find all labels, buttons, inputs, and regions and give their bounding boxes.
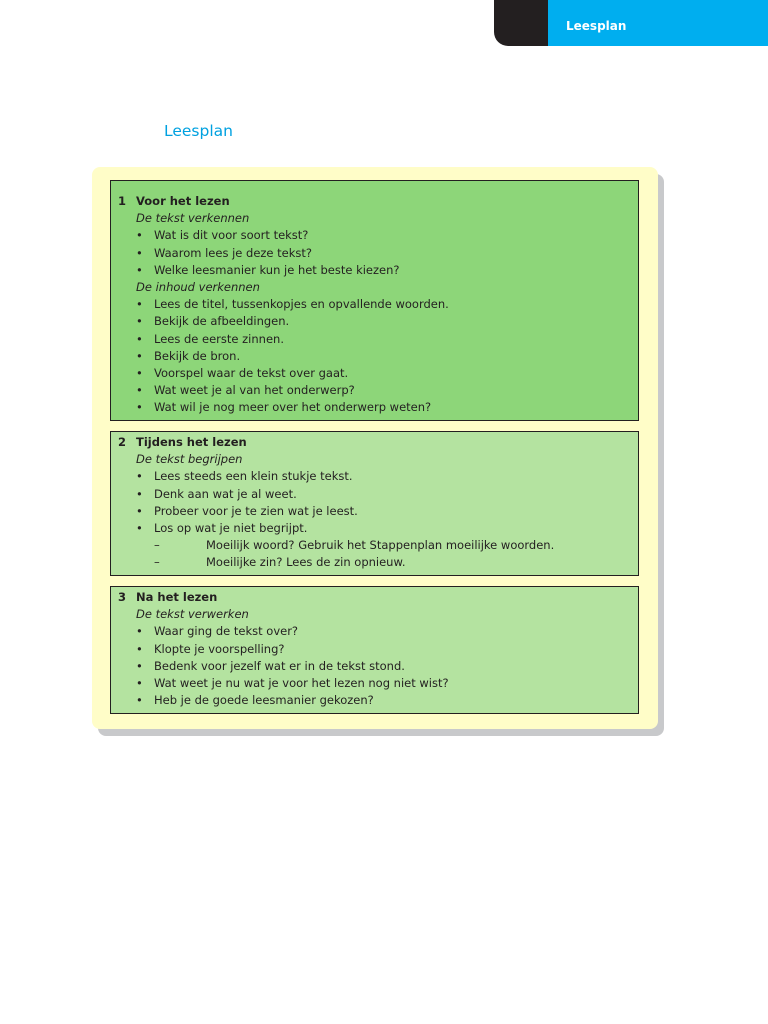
list-item-text: Bekijk de afbeeldingen. bbox=[154, 314, 290, 329]
bullet-icon: • bbox=[136, 348, 143, 363]
bullet-icon: • bbox=[136, 297, 143, 312]
sub-list-item-text: Moeilijke zin? Lees de zin opnieuw. bbox=[206, 555, 406, 570]
list-item bbox=[111, 227, 638, 244]
list-item bbox=[111, 262, 638, 279]
bullet-icon: • bbox=[136, 314, 143, 329]
section-subheading: De tekst verwerken bbox=[136, 607, 249, 622]
section-heading-row bbox=[111, 434, 638, 451]
list-item bbox=[111, 658, 638, 675]
list-item-text: Welke leesmanier kun je het beste kiezen? bbox=[154, 262, 400, 277]
bullet-icon: • bbox=[136, 228, 143, 243]
header-section-tab bbox=[548, 0, 768, 46]
list-item bbox=[111, 692, 638, 709]
section-heading: Tijdens het lezen bbox=[136, 435, 247, 449]
dash-icon: – bbox=[154, 555, 160, 570]
section-after-reading bbox=[110, 586, 639, 714]
list-item bbox=[111, 331, 638, 348]
list-item bbox=[111, 623, 638, 640]
list-item bbox=[111, 468, 638, 485]
list-item bbox=[111, 382, 638, 399]
list-item-text: Heb je de goede leesmanier gekozen? bbox=[154, 693, 374, 708]
list-item bbox=[111, 520, 638, 537]
bullet-icon: • bbox=[136, 486, 143, 501]
section-subheading: De inhoud verkennen bbox=[136, 280, 260, 294]
section-number: 2 bbox=[118, 435, 127, 449]
list-item-text: Los op wat je niet begrijpt. bbox=[154, 521, 308, 535]
section-subheading: De tekst begrijpen bbox=[136, 452, 243, 467]
list-item-text: Lees de titel, tussenkopjes en opvallende woorden. bbox=[154, 297, 449, 312]
list-item-text: Denk aan wat je al weet. bbox=[154, 486, 297, 501]
list-item-text: Wat wil je nog meer over het onderwerp weten? bbox=[154, 400, 432, 415]
list-item-text: Bedenk voor jezelf wat er in de tekst stond. bbox=[154, 658, 405, 673]
header-section-label: Leesplan bbox=[566, 19, 627, 33]
dash-icon: – bbox=[154, 538, 160, 553]
bullet-icon: • bbox=[136, 624, 143, 639]
bullet-icon: • bbox=[136, 676, 143, 690]
bullet-icon: • bbox=[136, 400, 143, 415]
page-title: Leesplan bbox=[164, 122, 233, 140]
list-item-text: Bekijk de bron. bbox=[154, 348, 241, 363]
list-item bbox=[111, 486, 638, 503]
sub-list-item-text: Moeilijk woord? Gebruik het Stappenplan moeilijke woorden. bbox=[206, 538, 555, 553]
header-dark-tab bbox=[494, 0, 550, 46]
section-number: 3 bbox=[118, 590, 127, 604]
list-item bbox=[111, 313, 638, 330]
bullet-icon: • bbox=[136, 262, 143, 277]
list-item-text: Lees de eerste zinnen. bbox=[154, 331, 284, 346]
list-item bbox=[111, 365, 638, 382]
section-before-reading bbox=[110, 180, 639, 421]
section-heading-row bbox=[111, 589, 638, 606]
bullet-icon: • bbox=[136, 366, 143, 380]
bullet-icon: • bbox=[136, 521, 143, 535]
list-item-text: Waar ging de tekst over? bbox=[154, 624, 299, 639]
bullet-icon: • bbox=[136, 383, 143, 398]
section-during-reading bbox=[110, 431, 639, 576]
section-subheading: De tekst verkennen bbox=[136, 211, 250, 226]
section-heading: Na het lezen bbox=[136, 590, 218, 604]
subheading-row bbox=[111, 451, 638, 468]
bullet-icon: • bbox=[136, 469, 143, 484]
bullet-icon: • bbox=[136, 503, 143, 518]
list-item bbox=[111, 348, 638, 365]
bullet-icon: • bbox=[136, 658, 143, 673]
list-item bbox=[111, 399, 638, 416]
section-number: 1 bbox=[118, 194, 127, 208]
section-heading-row bbox=[111, 193, 638, 210]
list-item-text: Wat weet je nu wat je voor het lezen nog niet wist? bbox=[154, 676, 449, 690]
list-item bbox=[111, 245, 638, 262]
list-item-text: Probeer voor je te zien wat je leest. bbox=[154, 503, 358, 518]
bullet-icon: • bbox=[136, 331, 143, 346]
list-item-text: Wat is dit voor soort tekst? bbox=[154, 228, 309, 243]
bullet-icon: • bbox=[136, 245, 143, 260]
list-item bbox=[111, 641, 638, 658]
subheading-row bbox=[111, 279, 638, 296]
list-item-text: Voorspel waar de tekst over gaat. bbox=[154, 366, 349, 380]
sub-list-item bbox=[111, 554, 638, 571]
subheading-row bbox=[111, 606, 638, 623]
list-item-text: Wat weet je al van het onderwerp? bbox=[154, 383, 355, 398]
list-item-text: Klopte je voorspelling? bbox=[154, 641, 285, 656]
list-item bbox=[111, 296, 638, 313]
list-item bbox=[111, 675, 638, 692]
list-item-text: Lees steeds een klein stukje tekst. bbox=[154, 469, 353, 484]
list-item-text: Waarom lees je deze tekst? bbox=[154, 245, 313, 260]
bullet-icon: • bbox=[136, 693, 143, 708]
sub-list-item bbox=[111, 537, 638, 554]
subheading-row bbox=[111, 210, 638, 227]
bullet-icon: • bbox=[136, 641, 143, 656]
list-item bbox=[111, 503, 638, 520]
section-heading: Voor het lezen bbox=[136, 194, 230, 208]
